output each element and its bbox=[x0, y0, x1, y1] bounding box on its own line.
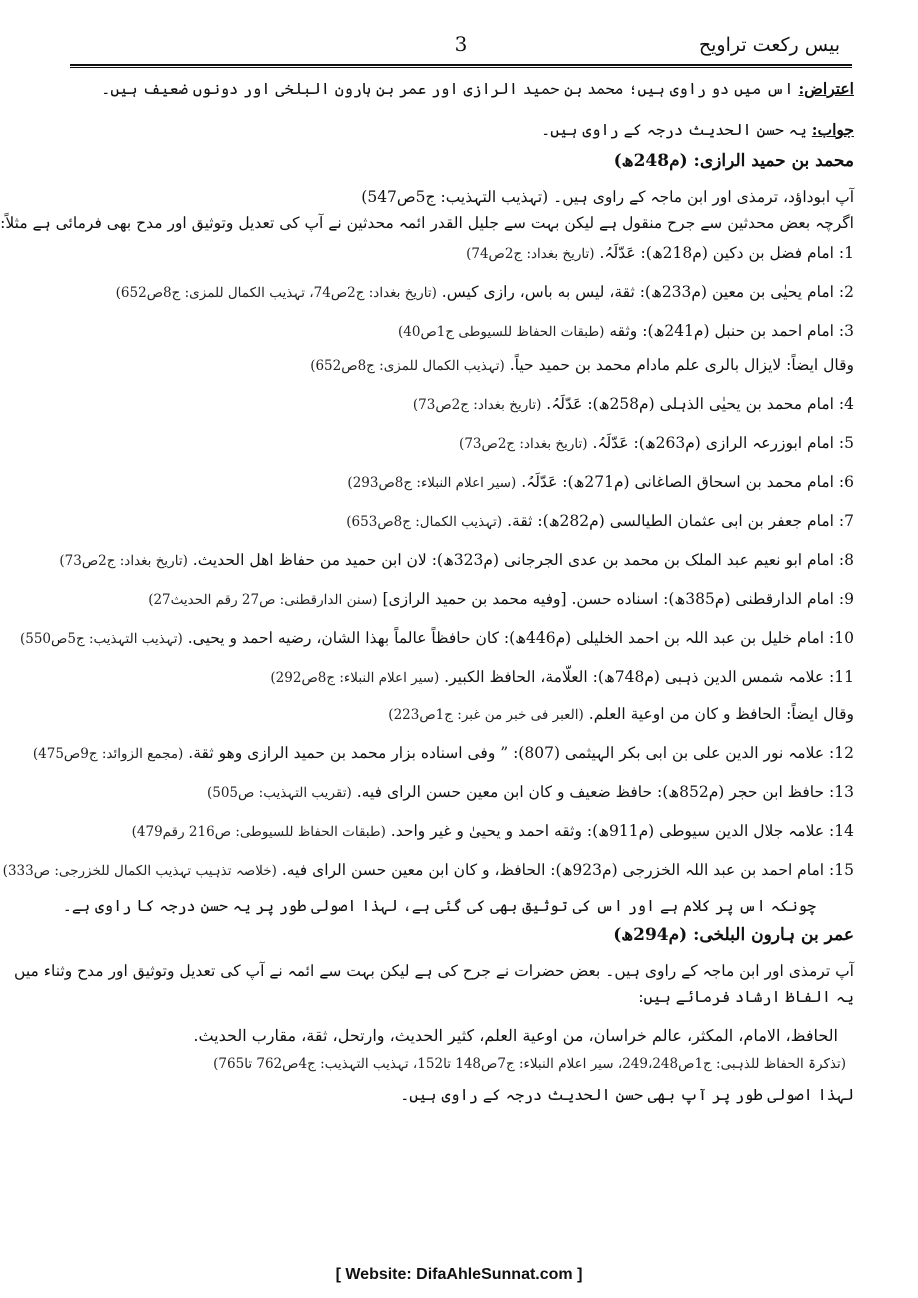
list-item: 3: امام احمد بن حنبل (م241ھ): وثقه (طبقات الحفاظ للسیوطی ج1ص40) bbox=[398, 322, 854, 340]
list-item: 7: امام جعفر بن ابی عثمان الطیالسی (م282ھ): ثقة. (تہذیب الکمال: ج8ص653) bbox=[346, 512, 854, 530]
list-item: 14: علامہ جلال الدین سیوطی (م911ھ): وثقه احمد و یحییٰ و غیر واحد. (طبقات الحفاظ للسیوطی: ص216 رقم479) bbox=[131, 822, 854, 840]
book-title: بیس رکعت تراویح bbox=[698, 34, 840, 56]
section2-para-line2: یہ الفاظ ارشاد فرمائے ہیں: bbox=[638, 988, 854, 1006]
narrator-list bbox=[2, 243, 860, 882]
objection-line bbox=[70, 78, 860, 100]
section2-heading: عمر بن ہارون البلخی: (م294ھ) bbox=[613, 925, 854, 945]
answer-line bbox=[70, 119, 860, 141]
list-item: 5: امام ابوزرعہ الرازی (م263ھ): عَدّلَہُ. (تاریخ بغداد: ج2ص73) bbox=[459, 434, 854, 452]
list-item: 13: حافظ ابن حجر (م852ھ): حافظ ضعیف و کان ابن معین حسن الرای فیه. (تقریب التہذیب: ص505) bbox=[206, 783, 854, 801]
answer-text: یہ حسن الحدیث درجہ کے راوی ہیں۔ bbox=[541, 121, 807, 139]
list-item: 9: امام الدارقطنی (م385ھ): اسناده حسن. [وفیه محمد بن حمید الرازی] (سنن الدارقطنی: ص27 رقم الحدیث27) bbox=[148, 590, 854, 608]
list-item: وقال ایضاً: الحافظ و کان من اوعیة العلم. (العبر فی خبر من غبر: ج1ص223) bbox=[388, 705, 854, 723]
header-rule bbox=[70, 64, 852, 66]
list-item: 1: امام فضل بن دکین (م218ھ): عَدّلَہُ. (تاریخ بغداد: ج2ص74) bbox=[466, 244, 854, 262]
answer-label: جواب: bbox=[811, 120, 854, 139]
section2-quote-source: (تذکرۃ الحفاظ للذہبی: ج1ص249،248، سیر اعلام النبلاء: ج7ص148 تا152، تہذیب التہذیب: ج4ص762 تا765) bbox=[213, 1056, 846, 1072]
list-item: 2: امام یحیٰی بن معین (م233ھ): ثقة، لیس به باس، رازی کیس. (تاریخ بغداد: ج2ص74، تہذیب الکمال للمزی: ج8ص652) bbox=[115, 283, 854, 301]
page-body bbox=[0, 74, 860, 1106]
section1-conclusion: چونکہ اس پر کلام ہے اور اس کی توثیق بھی کی گئی ہے، لہذا اصولی طور پر یہ حسن درجہ کا راوی ہے۔ bbox=[62, 897, 816, 915]
list-item: 4: امام محمد بن یحیٰی الذہلی (م258ھ): عَدّلَہُ. (تاریخ بغداد: ج2ص73) bbox=[412, 395, 854, 413]
list-item: وقال ایضاً: لایزال بالری علم مادام محمد بن حمید حیاً. (تہذیب الکمال للمزی: ج8ص652) bbox=[310, 356, 854, 374]
section2-quote: الحافظ، الامام، المکثر، عالم خراسان، من اوعیة العلم، کثیر الحدیث، وارتحل، ثقة، مقارب الحدیث. bbox=[193, 1026, 838, 1045]
objection-label: اعتراض: bbox=[798, 79, 854, 98]
section2-conclusion: لہذا اصولی طور پر آپ بھی حسن الحدیث درجہ کے راوی ہیں۔ bbox=[400, 1086, 854, 1104]
list-item: 11: علامہ شمس الدین ذہبی (م748ھ): العلّامة، الحافظ الکبیر. (سیر اعلام النبلاء: ج8ص292) bbox=[270, 668, 854, 686]
list-item: 12: علامہ نور الدین علی بن ابی بکر الہیثمی (807): ” وفی اسناده بزار محمد بن حمید الرازی وهو ثقة. (مجمع الزوائد: ج9ص475) bbox=[32, 744, 854, 762]
list-item: 10: امام خلیل بن عبد اللہ بن احمد الخلیلی (م446ھ): کان حافظاً عالماً بهذا الشان، رضیه احمد و یحیی. (تہذیب التہذیب: ج5ص550) bbox=[19, 629, 854, 647]
section2-para-line1: آپ ترمذی اور ابن ماجہ کے راوی ہیں۔ بعض حضرات نے جرح کی ہے لیکن بہت سے ائمہ نے آپ کی تعدیل وتوثیق اور مدح وثناء میں bbox=[14, 962, 854, 980]
section1-intro: آپ ابوداؤد، ترمذی اور ابن ماجہ کے راوی ہیں۔ (تہذیب التہذیب: ج5ص547) bbox=[361, 188, 854, 206]
list-item: 15: امام احمد بن عبد اللہ الخزرجی (م923ھ): الحافظ، و کان ابن معین حسن الرای فیه. (خلاصہ تذہیب تہذیب الکمال للخزرجی: ص333) bbox=[2, 861, 854, 879]
section1-note: اگرچہ بعض محدثین سے جرح منقول ہے لیکن بہت سے جلیل القدر ائمہ محدثین نے آپ کی تعدیل وتوثیق اور مدح بھی فرمائی ہے مثلاً: bbox=[0, 214, 854, 232]
page-number: 3 bbox=[454, 32, 468, 56]
website-footer: [ Website: DifaAhleSunnat.com ] bbox=[335, 1266, 583, 1283]
section1-heading: محمد بن حمید الرازی: (م248ھ) bbox=[613, 151, 854, 171]
header-rule-thin bbox=[70, 67, 852, 68]
page-header bbox=[70, 30, 852, 64]
list-item: 8: امام ابو نعیم عبد الملک بن محمد بن عدی الجرجانی (م323ھ): لان ابن حمید من حفاظ اهل الحدیث. (تاریخ بغداد: ج2ص73) bbox=[59, 551, 854, 569]
objection-text: اس میں دو راوی ہیں؛ محمد بن حمید الرازی اور عمر بن ہارون البلخی اور دونوں ضعیف ہیں۔ bbox=[101, 80, 794, 98]
list-item: 6: امام محمد بن اسحاق الصاغانی (م271ھ): عَدّلَہُ. (سیر اعلام النبلاء: ج8ص293) bbox=[347, 473, 854, 491]
